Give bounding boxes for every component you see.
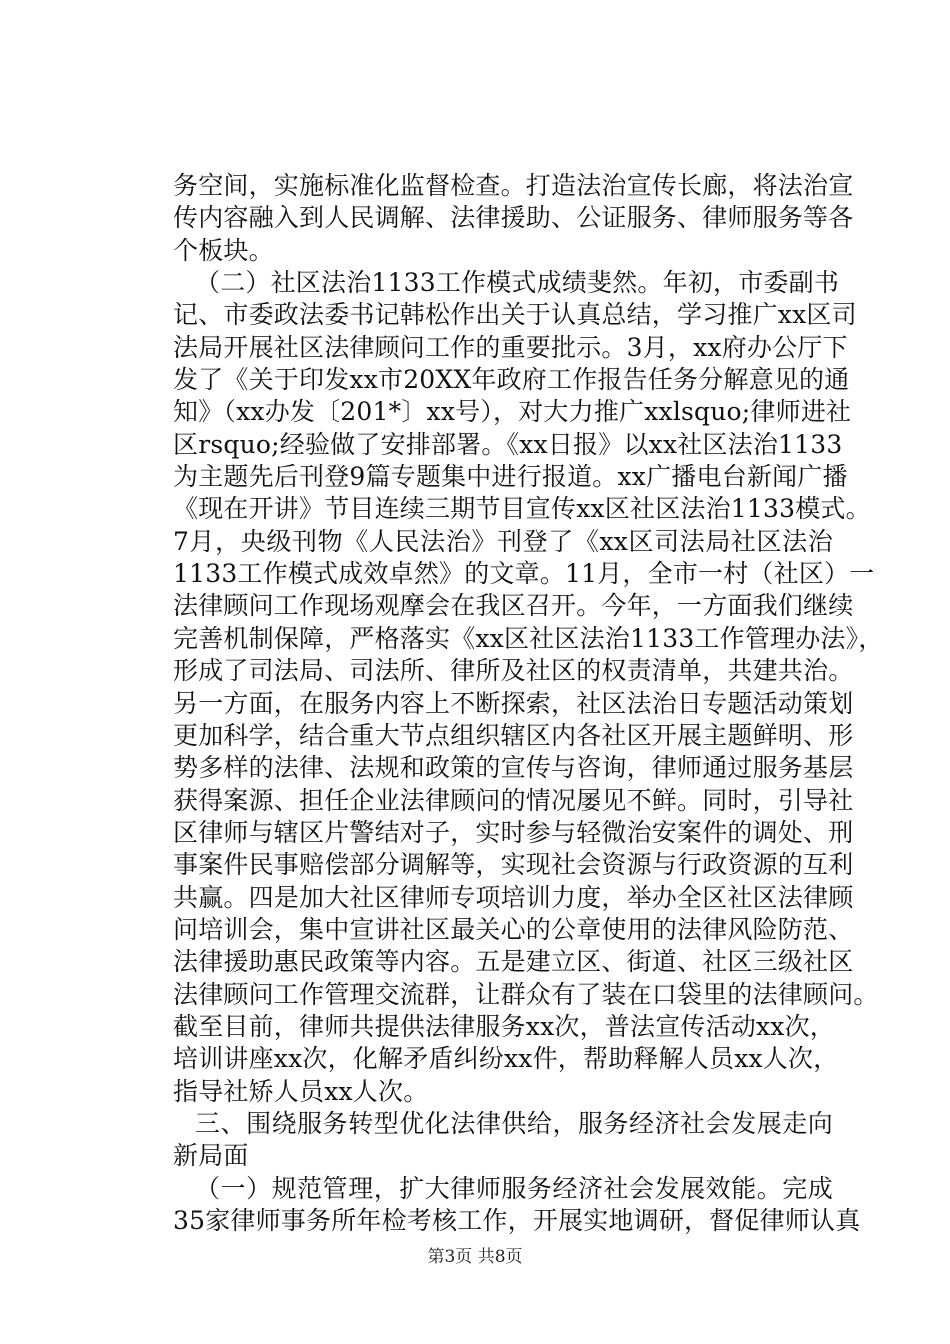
text-line: 指导社矫人员xx人次。 — [173, 1076, 429, 1106]
text-line: 为主题先后刊登9篇专题集中进行报道。xx广播电台新闻广播 — [173, 462, 848, 492]
text-line: 35家律师事务所年检考核工作，开展实地调研，督促律师认真 — [173, 1206, 861, 1235]
text-line: 截至目前，律师共提供法律服务xx次，普法宣传活动xx次， — [173, 1011, 835, 1041]
text-line: 法律顾问工作现场观摩会在我区召开。今年，一方面我们继续 — [173, 591, 854, 621]
text-line: 培训讲座xx次，化解矛盾纠纷xx件，帮助释解人员xx人次， — [173, 1044, 839, 1074]
text-line: 事案件民事赔偿部分调解等，实现社会资源与行政资源的互利 — [173, 850, 854, 880]
text-line: 1133工作模式成效卓然》的文章。11月，全市一村（社区）一 — [173, 559, 875, 589]
text-line: 法律顾问工作管理交流群，让群众有了装在口袋里的法律顾问。 — [173, 979, 879, 1009]
text-line: 发了《关于印发xx市20XX年政府工作报告任务分解意见的通 — [173, 365, 850, 395]
text-line: （二）社区法治1133工作模式成绩斐然。年初，市委副书 — [195, 268, 840, 298]
text-line: 法律援助惠民政策等内容。五是建立区、街道、社区三级社区 — [173, 947, 854, 977]
text-line: 区rsquo;经验做了安排部署。《xx日报》以xx社区法治1133 — [173, 429, 843, 459]
text-line: 知》（xx办发〔201*〕xx号），对大力推广xxlsquo;律师进社 — [173, 397, 852, 427]
text-line: 完善机制保障，严格落实《xx区社区法治1133工作管理办法》， — [173, 623, 884, 653]
text-line: 形成了司法局、司法所、律所及社区的权责清单，共建共治。 — [173, 656, 854, 686]
text-line: 7月，央级刊物《人民法治》刊登了《xx区司法局社区法治 — [173, 526, 833, 556]
page-footer: 第3页 共8页 — [427, 1247, 523, 1267]
text-line: （一）规范管理，扩大律师服务经济社会发展效能。完成 — [195, 1173, 833, 1203]
text-line: 务空间，实施标准化监督检查。打造法治宣传长廊，将法治宣 — [173, 171, 854, 200]
text-line: 另一方面，在服务内容上不断探索，社区法治日专题活动策划 — [173, 688, 854, 718]
text-line: 区律师与辖区片警结对子，实时参与轻微治安案件的调处、刑 — [173, 817, 854, 847]
text-line: 问培训会，集中宣讲社区最关心的公章使用的法律风险防范、 — [173, 914, 854, 944]
document-body — [173, 170, 884, 1237]
section-heading-continued: 新局面 — [173, 1141, 249, 1171]
text-line: 共赢。四是加大社区律师专项培训力度，举办全区社区法律顾 — [173, 882, 854, 912]
section-heading: 三、围绕服务转型优化法律供给，服务经济社会发展走向 — [195, 1108, 833, 1138]
text-line: 获得案源、担任企业法律顾问的情况屡见不鲜。同时，引导社 — [173, 785, 854, 815]
text-line: 记、市委政法委书记韩松作出关于认真总结，学习推广xx区司 — [173, 300, 857, 330]
text-line: 《现在开讲》节目连续三期节目宣传xx区社区法治1133模式。 — [173, 494, 871, 524]
text-line: 更加科学，结合重大节点组织辖区内各社区开展主题鲜明、形 — [173, 720, 854, 750]
text-line: 法局开展社区法律顾问工作的重要批示。3月，xx府办公厅下 — [173, 332, 848, 362]
text-line: 传内容融入到人民调解、法律援助、公证服务、律师服务等各 — [173, 203, 854, 233]
text-line: 势多样的法律、法规和政策的宣传与咨询，律师通过服务基层 — [173, 753, 854, 783]
text-line: 个板块。 — [173, 235, 274, 265]
